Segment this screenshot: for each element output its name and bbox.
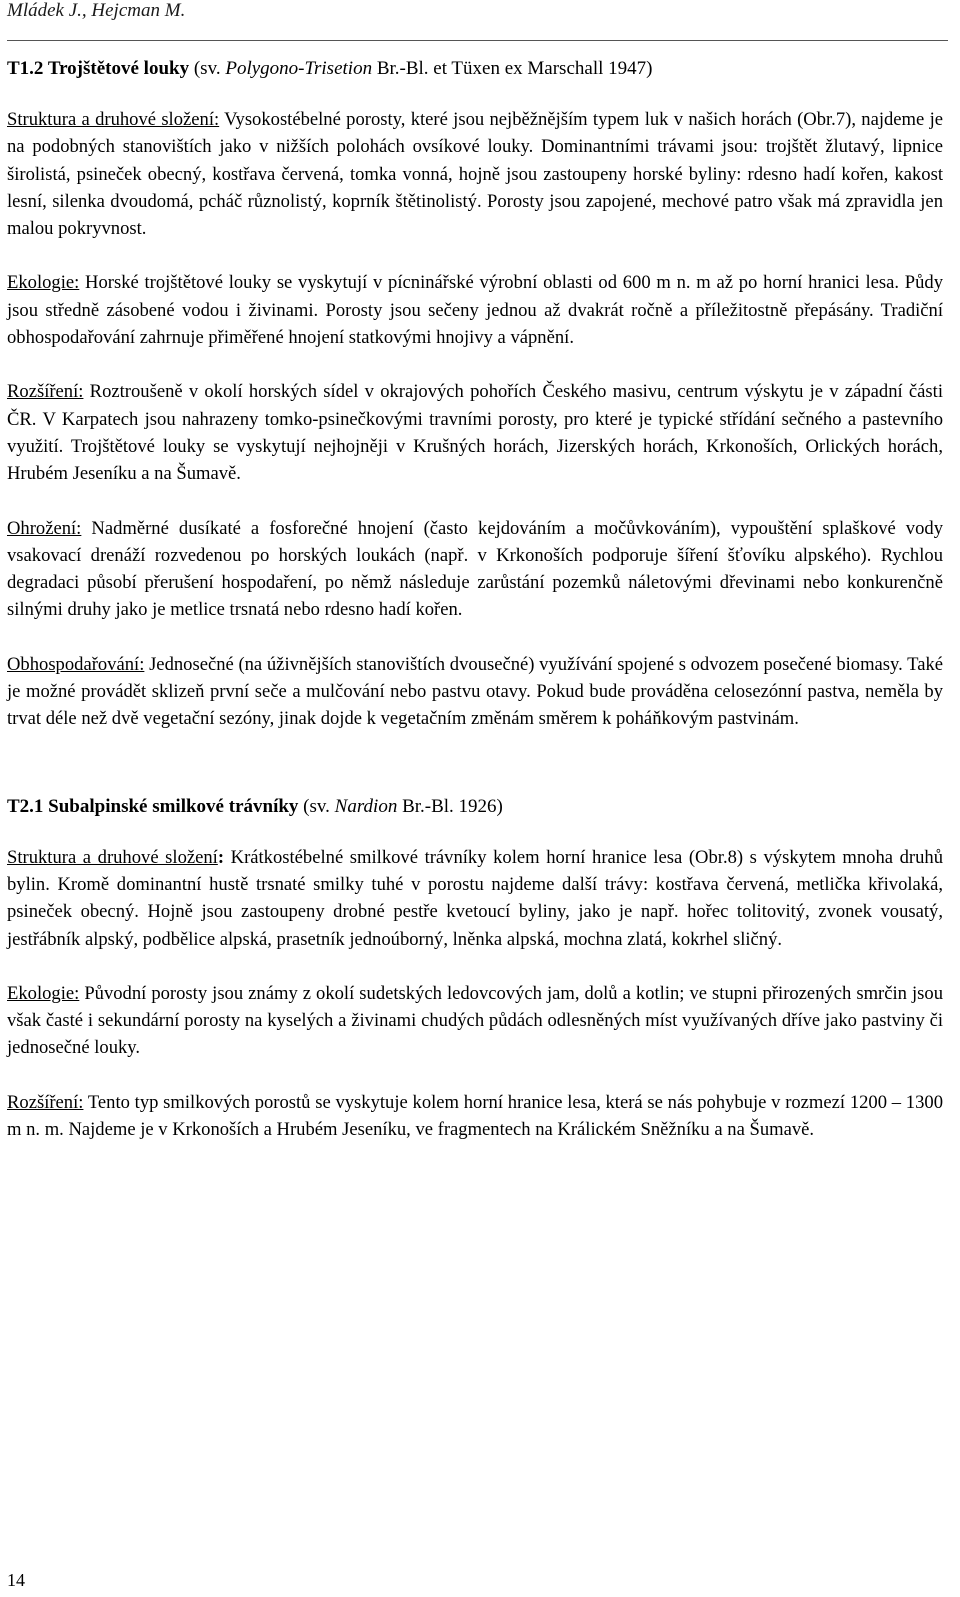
paragraph-label: Rozšíření: xyxy=(7,381,84,403)
paragraph-label-colon: : xyxy=(217,846,225,868)
paragraph-label: Struktura a druhové složení: xyxy=(7,109,220,130)
paragraph-structure xyxy=(7,106,943,242)
paragraph-threats xyxy=(7,515,943,624)
paragraph-text: Jednosečné (na úživnějších stanovištích dvousečné) využívání spojené s odvozem posečené biomasy. Také je možné provádět sklizeň první seče a mulčování nebo pastvu otavy. Pokud bude prováděna celosezónní pastva, neměla by trvat déle než dvě vegetační sezóny, jinak dojde k vegetačním změnám směrem k poháňkovým pastvinám. xyxy=(7,653,943,730)
section-heading-t1-2 xyxy=(7,57,943,81)
paragraph-management xyxy=(7,651,943,733)
section-code-title: T1.2 Trojštětové louky xyxy=(7,58,190,79)
paragraph-label: Ekologie: xyxy=(7,272,80,294)
paragraph-label: Struktura a druhové složení xyxy=(7,846,218,868)
paragraph-text: Vysokostébelné porosty, které jsou nejběžnějším typem luk v našich horách (Obr.7), najdeme je na podobných stanovištích jako v nižších polohách ovsíkové louky. Dominantními trávami jsou: trojštět žlutavý, lipnice širolistá, psineček obecný, kostřava červená, tomka vonná, hojně jsou zastoupeny horské byliny: rdesno hadí kořen, kakost lesní, silenka dvoudomá, pcháč různolistý, koprník štětinolistý. Porosty jsou zapojené, mechové patro však má zpravidla jen malou pokryvnost. xyxy=(7,109,943,240)
paragraph-structure xyxy=(7,844,943,953)
alliance-authority: Br.-Bl. 1926) xyxy=(402,795,503,817)
paragraph-text: Horské trojštětové louky se vyskytují v pícninářské výrobní oblasti od 600 m n. m až po horní hranici lesa. Půdy jsou středně zásobené vodou i živinami. Porosty jsou sečeny jednou až dvakrát ročně a příležitostně přepásány. Tradiční obhospodařování zahrnuje přiměřené hnojení statkovými hnojivy a vápnění. xyxy=(7,272,943,349)
running-header: Mládek J., Hejcman M. xyxy=(7,0,186,21)
paragraph-label: Ekologie: xyxy=(7,982,80,1004)
paragraph-text: Původní porosty jsou známy z okolí sudetských ledovcových jam, dolů a kotlin; ve stupni přirozených smrčin jsou však časté i sekundární porosty na kyselých a živinami chudých půdách odlesněných míst využívaných dříve jako pastviny či jednosečné louky. xyxy=(7,982,943,1059)
paragraph-label: Rozšíření: xyxy=(7,1091,84,1113)
section-code-title: T2.1 Subalpinské smilkové trávníky xyxy=(7,795,299,817)
paragraph-text: Roztroušeně v okolí horských sídel v okrajových pohořích Českého masivu, centrum výskytu je v západní části ČR. V Karpatech jsou nahrazeny tomko-psinečkovými travními porosty, pro které je typické střídání sečného a pastevního využití. Trojštětové louky se vyskytují nejhojněji v Krušných horách, Jizerských horách, Krkonoších, Orlických horách, Hrubém Jeseníku a na Šumavě. xyxy=(7,381,943,485)
paragraph-label: Obhospodařování: xyxy=(7,653,145,675)
paragraph-text: Tento typ smilkových porostů se vyskytuje kolem horní hranice lesa, která se nás pohybuje v rozmezí 1200 – 1300 m n. m. Najdeme je v Krkonoších a Hrubém Jeseníku, ve fragmentech na Králickém Sněžníku a na Šumavě. xyxy=(7,1091,943,1141)
alliance-authority: Br.-Bl. et Tüxen ex Marschall 1947) xyxy=(376,58,653,79)
alliance-prefix: (sv. xyxy=(303,795,330,817)
paragraph-distribution xyxy=(7,378,943,487)
paragraph-label: Ohrožení: xyxy=(7,517,82,539)
page-number: 14 xyxy=(7,1570,25,1590)
paragraph-text: Nadměrné dusíkaté a fosforečné hnojení (často kejdováním a močůvkováním), vypouštění splaškové vody vsakovací drenáží rozvedenou po horských loukách (např. v Krkonoších podporuje šíření šťovíku alpského). Rychlou degradaci působí přerušení hospodaření, po němž následuje zarůstání pozemků náletovými dřevinami nebo konkurenčně silnými druhy jako je metlice trsnatá nebo rdesno hadí kořen. xyxy=(7,517,943,621)
alliance-prefix: (sv. xyxy=(193,58,221,79)
header-rule xyxy=(7,40,948,41)
alliance-name: Nardion xyxy=(334,795,398,817)
alliance-name: Polygono-Trisetion xyxy=(225,58,373,79)
section-heading-t2-1 xyxy=(7,795,943,819)
paragraph-ecology xyxy=(7,269,943,351)
paragraph-distribution xyxy=(7,1089,943,1144)
page-content xyxy=(7,57,943,1170)
paragraph-ecology xyxy=(7,980,943,1062)
paragraph-text: Krátkostébelné smilkové trávníky kolem horní hranice lesa (Obr.8) s výskytem mnoha druhů bylin. Kromě dominantní hustě trsnaté smilky tuhé v porostu najdeme další trávy: kostřava červená, metlička křivolaká, psineček obecný. Hojně jsou zastoupeny drobné pestře kvetoucí byliny, jako je např. hořec tolitovitý, zvonek vousatý, jestřábník alpský, podbělice alpská, prasetník jednoúborný, lněnka alpská, mochna zlatá, kokrhel sličný. xyxy=(7,846,943,950)
